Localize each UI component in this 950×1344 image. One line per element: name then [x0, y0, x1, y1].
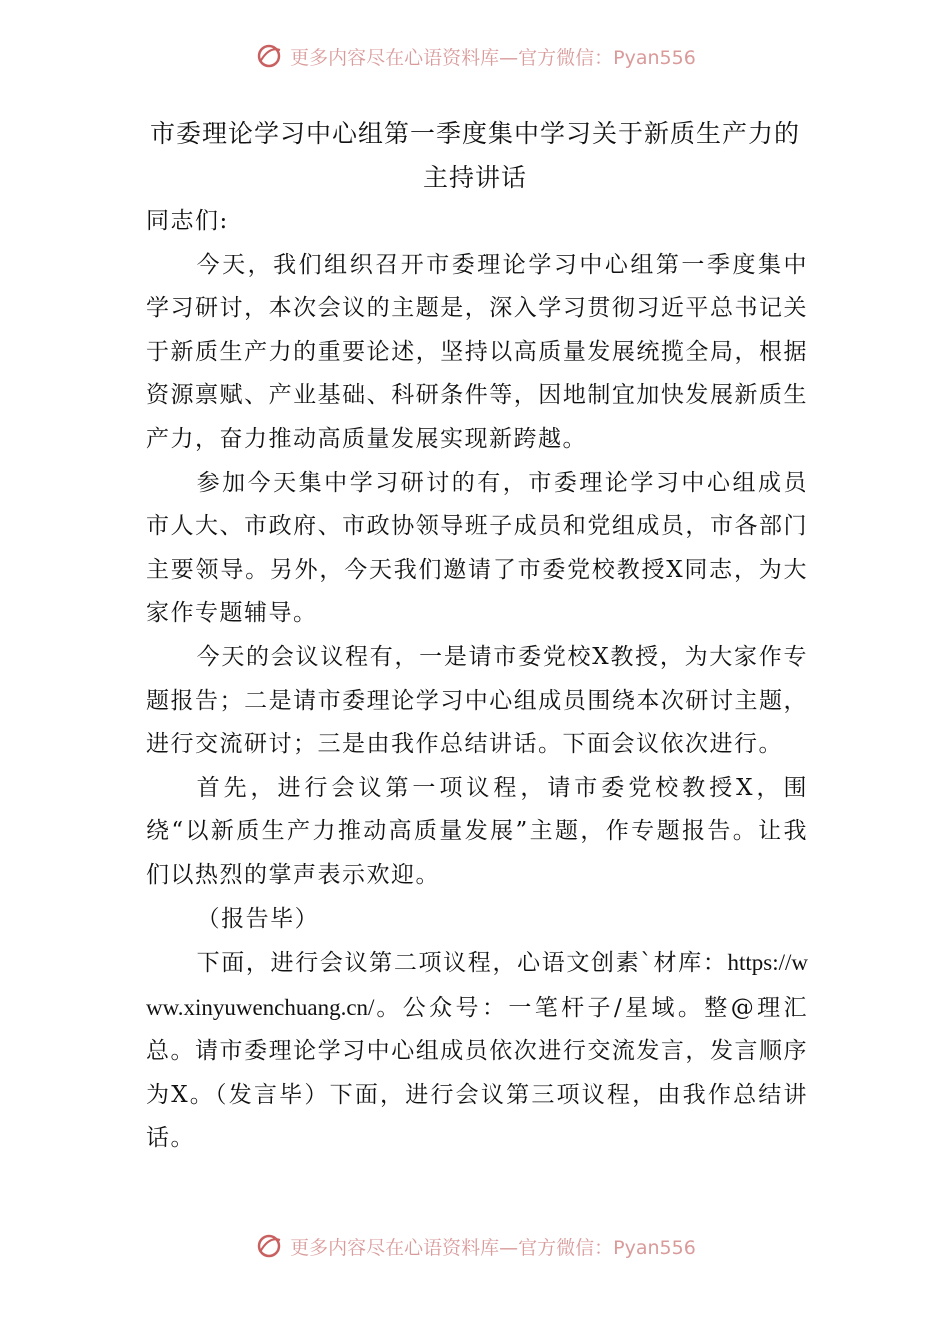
footer-watermark	[0, 1228, 950, 1264]
paragraph-5: （报告毕）	[196, 905, 320, 932]
watermark-logo-icon	[254, 41, 284, 71]
watermark-text: 更多内容尽在心语资料库—官方微信：Pyan556	[290, 46, 696, 69]
website-link[interactable]: https://www.xinyuwenchuang.cn/	[146, 950, 808, 1020]
paragraph-6-tail: 。公众号：一笔杆子/星域。整@理汇总。请市委理论学习中心组成员依次进行交流发言，发言顺序为X。（发言毕）下面，进行会议第三项议程，由我作总结讲话。	[146, 994, 808, 1152]
salutation: 同志们:	[146, 208, 229, 234]
paragraph-6	[146, 941, 808, 1161]
paragraph-6-lead: 下面，进行会议第二项议程，心语文创素`材库：	[196, 950, 728, 977]
paragraph-4: 首先，进行会议第一项议程，请市委党校教授X，围绕“以新质生产力推动高质量发展”主题，作专题报告。让我们以热烈的掌声表示欢迎。	[146, 774, 808, 888]
paragraph-2: 参加今天集中学习研讨的有，市委理论学习中心组成员市人大、市政府、市政协领导班子成员和党组成员，市各部门主要领导。另外，今天我们邀请了市委党校教授X同志，为大家作专题辅导。	[146, 469, 808, 627]
watermark-logo-icon	[254, 1231, 284, 1261]
document-body	[146, 200, 808, 1161]
paragraph-3: 今天的会议议程有，一是请市委党校X教授，为大家作专题报告；二是请市委理论学习中心组成员围绕本次研讨主题，进行交流研讨；三是由我作总结讲话。下面会议依次进行。	[146, 643, 808, 758]
header-watermark	[0, 38, 950, 74]
paragraph-1: 今天，我们组织召开市委理论学习中心组第一季度集中学习研讨，本次会议的主题是，深入学习贯彻习近平总书记关于新质生产力的重要论述，坚持以高质量发展统揽全局，根据资源禀赋、产业基础、科研条件等，因地制宜加快发展新质生产力，奋力推动高质量发展实现新跨越。	[146, 251, 808, 452]
title-line-1: 市委理论学习中心组第一季度集中学习关于新质生产力的	[149, 119, 800, 148]
title-line-2: 主持讲话	[422, 163, 527, 192]
watermark-text: 更多内容尽在心语资料库—官方微信：Pyan556	[290, 1236, 696, 1259]
